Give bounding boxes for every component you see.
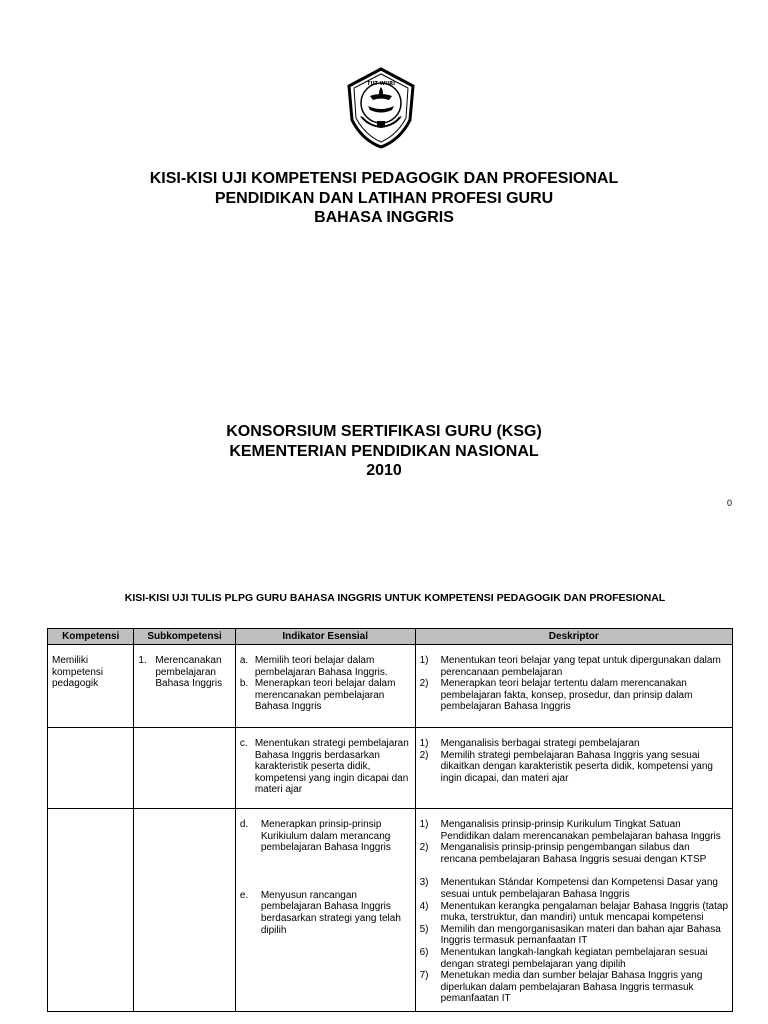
subkompetensi-text: Merencanakan pembelajaran Bahasa Inggris	[155, 655, 223, 690]
list-marker: 6)	[419, 946, 429, 958]
org-year: 2010	[366, 462, 402, 479]
deskriptor-text: Menentukan teori belajar yang tepat untuk dipergunakan dalam perencanaan pembelajaran	[440, 655, 721, 678]
list-marker: b.	[239, 678, 249, 690]
deskriptor-cell	[415, 728, 732, 809]
deskriptor-text: Menentukan Stándar Kompetensi dan Kompetensi Dasar yang sesuai untuk pembelajaran Bahasa Inggris	[440, 877, 718, 900]
subkompetensi-cell	[134, 728, 235, 809]
list-marker: 1)	[419, 819, 429, 830]
indikator-cell	[235, 809, 415, 1012]
kisi-kisi-table	[47, 628, 733, 1012]
subkompetensi-cell	[134, 809, 235, 1012]
list-marker: e.	[239, 889, 249, 901]
list-item	[420, 655, 728, 678]
title-line: BAHASA INGGRIS	[314, 209, 454, 226]
deskriptor-cell	[415, 645, 732, 728]
deskriptor-text: Menganalisis prinsip-prinsip pengembangan silabus dan rencana pembelajaran Bahasa Inggris sesuai dengan KTSP	[440, 842, 707, 865]
indikator-text: Memilih teori belajar dalam pembelajaran Bahasa Inggris.	[254, 655, 388, 678]
deskriptor-text: Menentukan kerangka pengalaman belajar Bahasa Inggris (tatap muka, terstruktur, dan mandiri) untuk mencapai kompetensi	[440, 900, 729, 924]
list-item	[420, 678, 728, 713]
list-marker: 1.	[138, 655, 147, 666]
subkompetensi-cell	[134, 645, 235, 728]
list-item	[240, 890, 411, 936]
list-item	[240, 738, 411, 796]
table-row	[48, 809, 733, 1012]
deskriptor-text: Memilih strategi pembelajaran Bahasa Inggris yang sesuai dikaitkan dengan karakteristik peserta didik, kompetensi yang ingin dicapai, dan materi ajar	[440, 749, 713, 784]
header-subkompetensi: Subkompetensi	[134, 629, 235, 645]
list-marker: 4)	[419, 900, 429, 912]
indikator-cell	[235, 728, 415, 809]
deskriptor-text: Menganalisis prinsip-prinsip Kurikulum Tingkat Satuan Pendidikan dalam merencanakan pembelajaran bahasa Inggris	[440, 819, 721, 842]
list-item	[420, 924, 728, 947]
list-item	[420, 750, 728, 785]
page-number: 0	[727, 498, 733, 508]
deskriptor-text: Menganalisis berbagai strategi pembelajaran	[440, 738, 640, 749]
list-marker: 3)	[419, 877, 429, 889]
indikator-text: Menerapkan prinsip-prinsip Kurikiulum dalam merancang pembelajaran Bahasa Inggris	[260, 819, 391, 854]
kompetensi-cell	[48, 809, 134, 1012]
list-item	[240, 678, 411, 713]
deskriptor-cell	[415, 809, 732, 1012]
list-item	[240, 655, 411, 678]
list-item	[420, 970, 728, 1005]
list-marker: 2)	[419, 749, 429, 761]
list-item	[420, 738, 728, 750]
header-kompetensi: Kompetensi	[48, 629, 134, 645]
list-item	[420, 819, 728, 842]
organization-block	[0, 422, 768, 481]
list-marker: c.	[239, 738, 248, 749]
org-line: KONSORSIUM SERTIFIKASI GURU (KSG)	[226, 423, 542, 440]
kompetensi-cell: Memiliki kompetensi pedagogik	[48, 645, 134, 728]
list-item	[420, 877, 728, 900]
list-marker: 1)	[419, 655, 429, 666]
deskriptor-text: Menentukan langkah-langkah kegiatan pembelajaran sesuai dengan strategi pembelajaran yang dipilih	[440, 946, 708, 970]
list-marker: a.	[239, 655, 249, 666]
indikator-text: Menyusun rancangan pembelajaran Bahasa Inggris berdasarkan strategi yang telah dipilih	[260, 889, 401, 936]
table-row	[48, 728, 733, 809]
document-title	[0, 169, 768, 228]
list-marker: 5)	[419, 923, 429, 935]
list-marker: 1)	[419, 738, 429, 749]
indikator-cell	[235, 645, 415, 728]
svg-text:TUT WURI: TUT WURI	[367, 81, 395, 87]
tut-wuri-handayani-logo	[340, 66, 422, 150]
header-indikator: Indikator Esensial	[235, 629, 415, 645]
list-marker: 2)	[419, 678, 429, 690]
title-line: PENDIDIKAN DAN LATIHAN PROFESI GURU	[214, 189, 554, 207]
list-marker: 7)	[419, 970, 429, 982]
list-item	[420, 901, 728, 924]
list-item	[240, 819, 411, 854]
indikator-text: Menentukan strategi pembelajaran Bahasa Inggris berdasarkan karakteristik peserta didik, kompetensi yang ingin dicapai dan materi ajar	[254, 738, 409, 796]
list-marker: 2)	[419, 842, 429, 854]
org-line: KEMENTERIAN PENDIDIKAN NASIONAL	[229, 442, 539, 460]
header-deskriptor: Deskriptor	[415, 629, 732, 645]
deskriptor-text: Memilih dan mengorganisasikan materi dan bahan ajar Bahasa Inggris termasuk pemanfaatan IT	[440, 923, 721, 947]
title-line: KISI-KISI UJI KOMPETENSI PEDAGOGIK DAN PROFESIONAL	[149, 170, 619, 187]
deskriptor-text: Menerapkan teori belajar tertentu dalam merencanakan pembelajaran fakta, konsep, prosedur, dan prinsip dalam pembelajaran Bahasa Inggris	[440, 678, 693, 713]
kompetensi-cell	[48, 728, 134, 809]
list-item	[420, 947, 728, 970]
list-marker: d.	[239, 819, 249, 830]
list-item	[420, 842, 728, 865]
deskriptor-text: Menetukan media dan sumber belajar Bahasa Inggris yang diperlukan dalam pembelajaran Bahasa Inggris termasuk pemanfaatan IT	[440, 970, 703, 1005]
table-header-row	[48, 629, 733, 645]
section-title: KISI-KISI UJI TULIS PLPG GURU BAHASA INGGRIS UNTUK KOMPETENSI PEDAGOGIK DAN PROFESIONAL	[124, 592, 666, 604]
table-row	[48, 645, 733, 728]
indikator-text: Menerapkan teori belajar dalam merencanakan pembelajaran Bahasa Inggris	[254, 678, 396, 713]
